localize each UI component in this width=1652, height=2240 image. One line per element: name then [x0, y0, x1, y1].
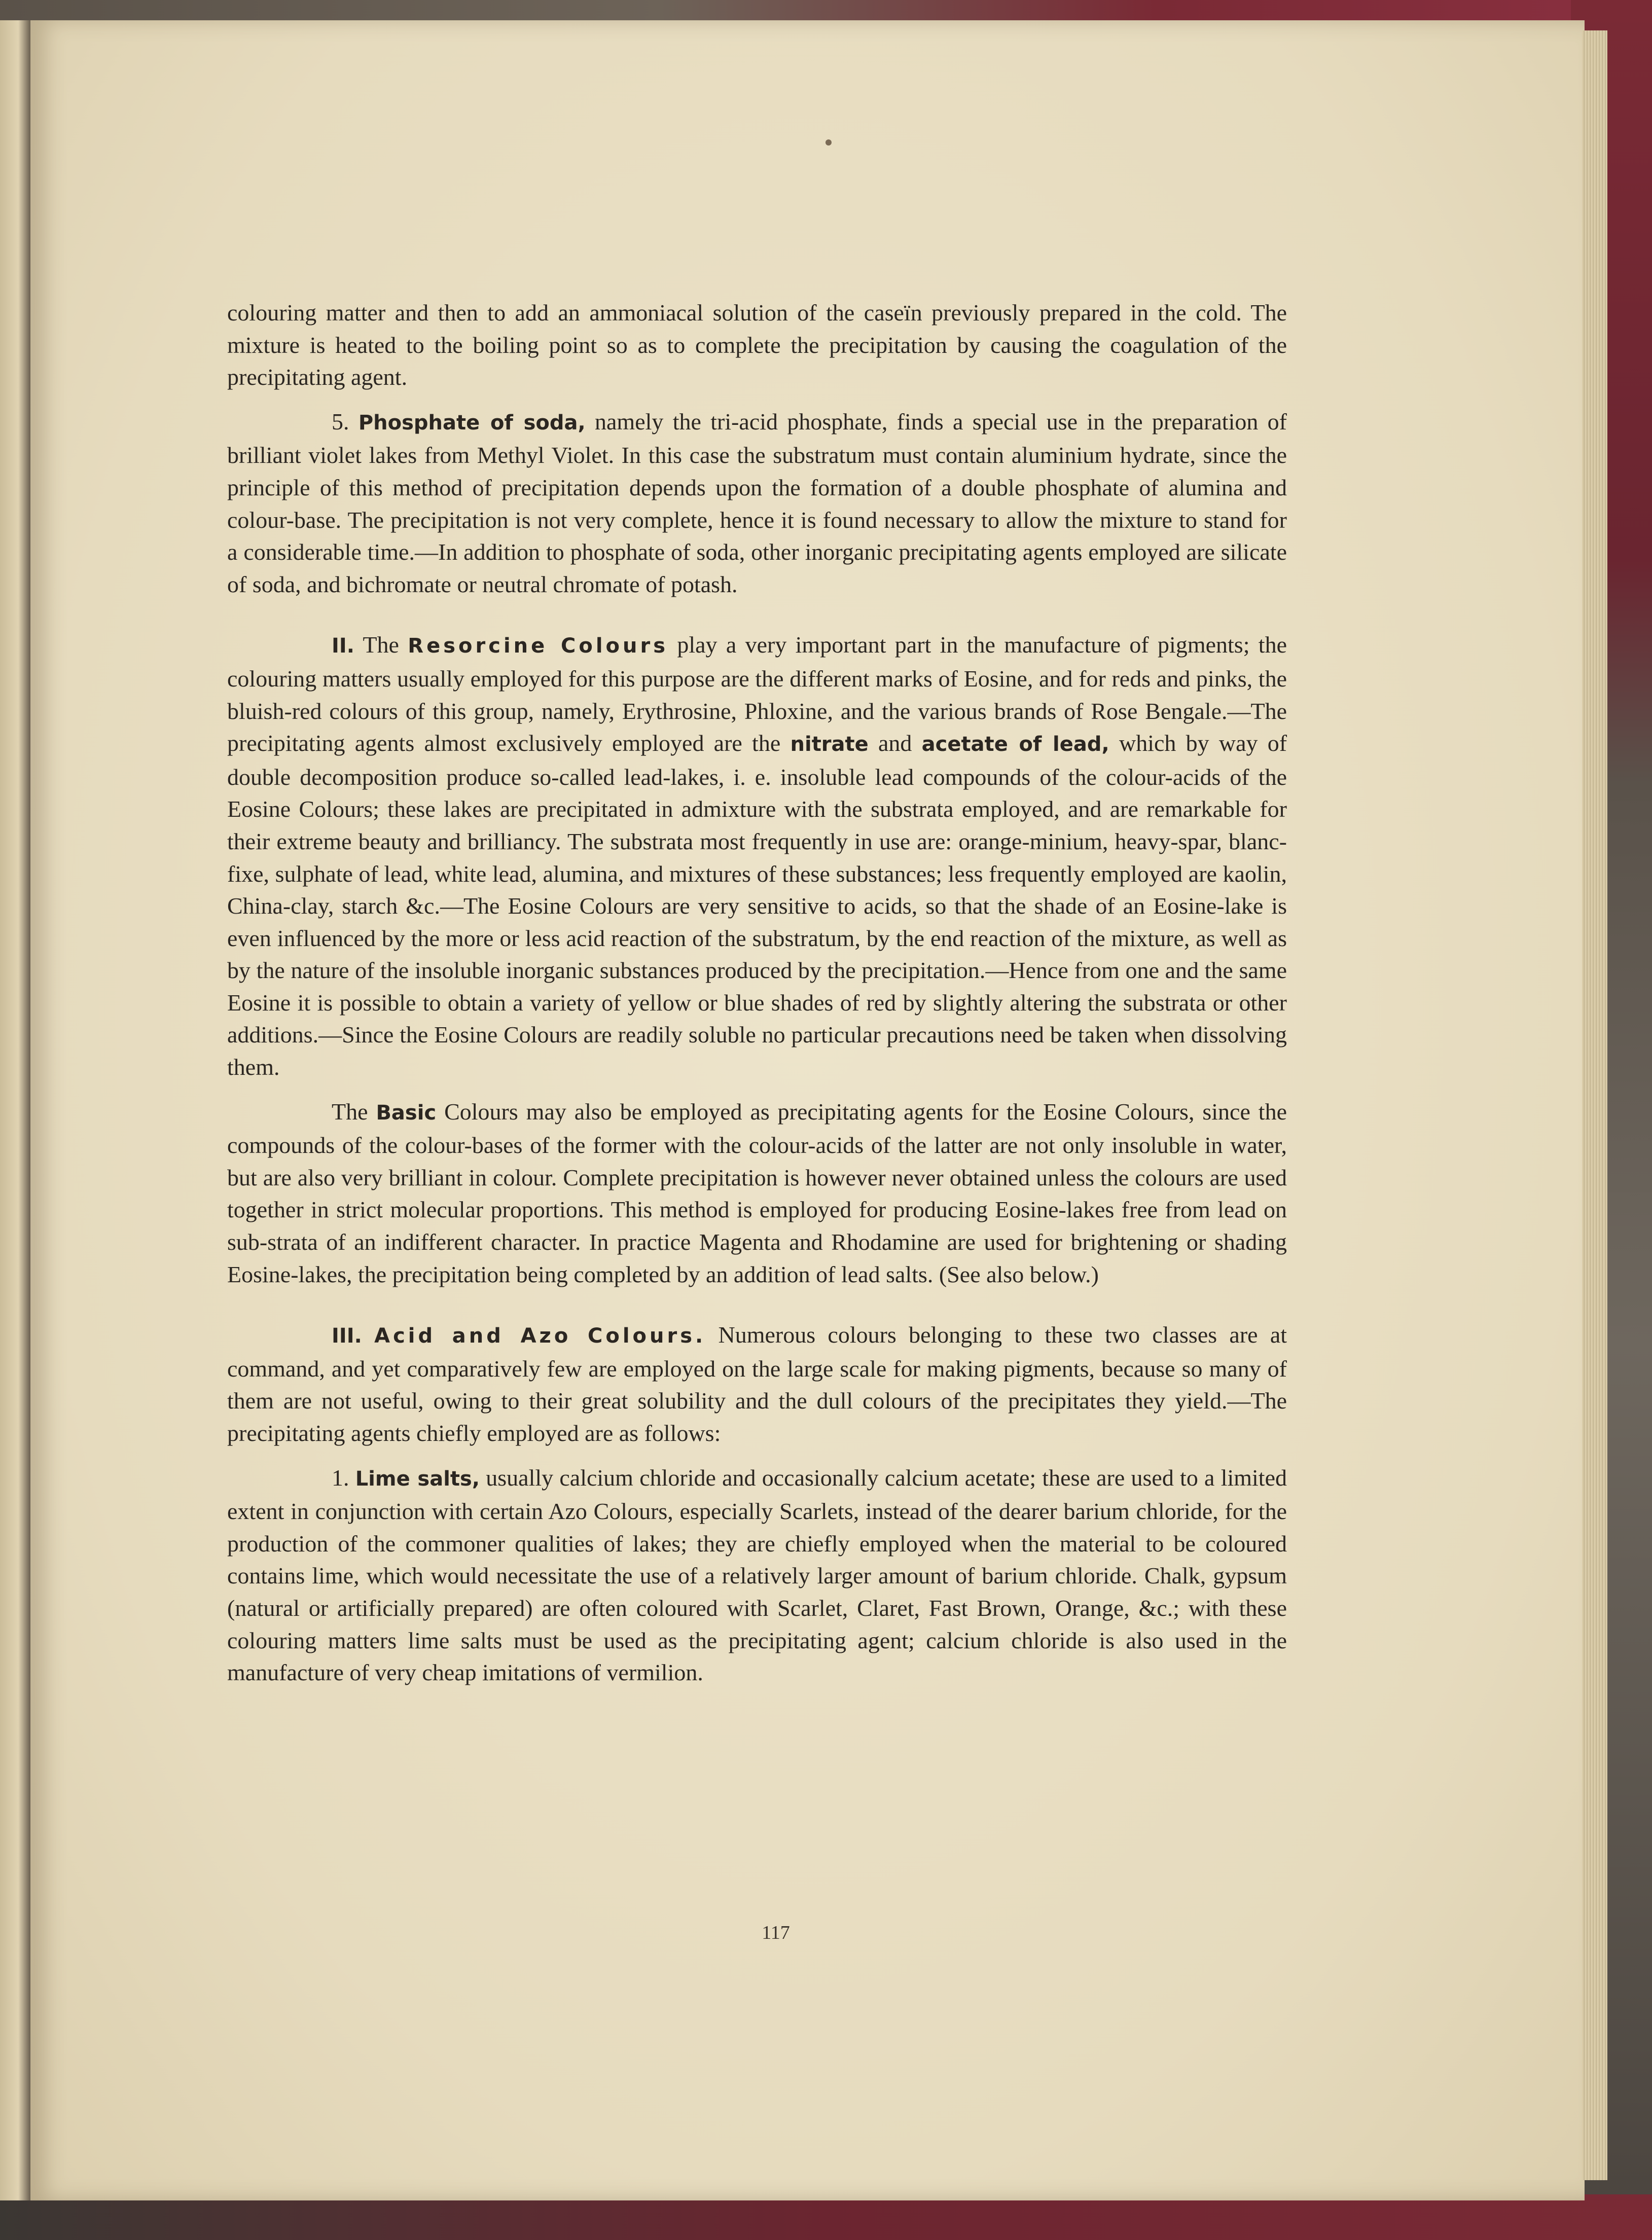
paragraph-text: which by way of double decomposition produce so-called lead-lakes, i. e. insoluble lead compounds of the colour-acids of the Eosine Colours; these lakes are precipitated in admixture with the substrata employed, and are remarkable for their extreme beauty and brilliancy. The substrata most frequently in use are: orange-minium, heavy-spar, blanc-fixe, sulphate of lead, white lead, alumina, and mixtures of these substances; less frequently employed are kaolin, China-clay, starch &c.—The Eosine Colours are very sensitive to acids, so that the shade of an Eosine-lake is even influenced by the more or less acid reaction of the substratum, by the end reaction of the mixture, as well as by the nature of the insoluble inorganic substances produced by the precipitation.—Hence from one and the same Eosine it is possible to obtain a variety of yellow or blue shades of red by slightly altering the substrata or other additions.—Since the Eosine Colours are readily soluble no particular precautions need be taken when dissolving them. [227, 730, 1287, 1080]
page-stack-edges [1582, 30, 1607, 2180]
term-phosphate-of-soda: Phosphate of soda, [358, 411, 586, 435]
section-heading-acid-azo: Acid and Azo Colours. [374, 1324, 706, 1348]
section-number: III. [332, 1324, 362, 1348]
item-number: 1. [332, 1464, 349, 1491]
paragraph-text: namely the tri-acid phosphate, finds a special use in the preparation of brilliant violet lakes from Methyl Violet. In this case the substratum must contain aluminium hydrate, since the principle of this method of precipitation depends upon the formation of a double phosphate of alumina and colour-base. The precipitation is not very complete, hence it is found necessary to allow the mixture to stand for a considerable time.—In addition to phosphate of soda, other inorganic precipitating agents employed are silicate of soda, and bichromate or neutral chromate of potash. [227, 408, 1287, 597]
ink-mark [825, 139, 832, 146]
paragraph-text: The [363, 632, 399, 658]
paragraph-phosphate-of-soda [227, 406, 1287, 601]
paragraph-text: and [878, 730, 912, 756]
facing-page-edge [0, 20, 30, 2200]
paragraph-text: The [332, 1098, 368, 1125]
paragraph-text: usually calcium chloride and occasionally calcium acetate; these are used to a limited extent in conjunction with certain Azo Colours, especially Scarlets, instead of the dearer barium chloride, for the production of the commoner qualities of lakes; they are chiefly employed when the material to be coloured contains lime, which would necessitate the use of a relatively larger amount of barium chloride. Chalk, gypsum (natural or artificially prepared) are often coloured with Scarlet, Claret, Fast Brown, Orange, &c.; with these colouring matters lime salts must be used as the precipitating agent; calcium chloride is also used in the manufacture of very cheap imitations of vermilion. [227, 1464, 1287, 1686]
page-number: 117 [762, 1922, 790, 1943]
paragraph-text: play a very important part in the manufacture of pigments; the colouring matters usually employed for this purpose are the different marks of Eosine, and for reds and pinks, the bluish-red colours of this group, namely, Erythrosine, Phloxine, and the various brands of Rose Bengale.—The precipitating agents almost exclusively employed are the [227, 632, 1287, 756]
term-nitrate: nitrate [790, 733, 869, 756]
paragraph-text: colouring matter and then to add an ammoniacal solution of the caseïn previously prepared in the cold. The mixture is heated to the boiling point so as to complete the precipitation by causing the coagulation of the precipitating agent. [227, 300, 1287, 390]
book-cover-bottom [0, 2194, 1652, 2240]
section-number: II. [332, 634, 354, 658]
paragraph-text: Colours may also be employed as precipitating agents for the Eosine Colours, since the compounds of the colour-bases of the former with the colour-acids of the latter are not only insoluble in water, but are also very brilliant in colour. Complete precipitation is however never obtained unless the colours are used together in strict molecular proportions. This method is employed for producing Eosine-lakes free from lead on sub-strata of an indifferent character. In practice Magenta and Rhodamine are used for brightening or shading Eosine-lakes, the precipitation being completed by an addition of lead salts. (See also below.) [227, 1098, 1287, 1287]
paragraph-text: Numerous colours belonging to these two classes are at command, and yet comparatively few are employed on the large scale for making pigments, because so many of them are not useful, owing to their great solubility and the dull colours of the precipitates they yield.—The precipitating agents chiefly employed are as follows: [227, 1322, 1287, 1446]
term-basic: Basic [376, 1101, 437, 1125]
term-acetate-of-lead: acetate of lead, [921, 733, 1109, 756]
item-number: 5. [332, 408, 349, 435]
paragraph-basic-colours [227, 1096, 1287, 1291]
section-heading-resorcine: Resorcine Colours [408, 634, 669, 658]
term-lime-salts: Lime salts, [355, 1467, 480, 1491]
page-text [227, 297, 1287, 1689]
paragraph-casein-continuation [227, 297, 1287, 393]
paragraph-lime-salts [227, 1462, 1287, 1689]
paragraph-resorcine-colours [227, 629, 1287, 1083]
paragraph-acid-azo-colours [227, 1319, 1287, 1449]
